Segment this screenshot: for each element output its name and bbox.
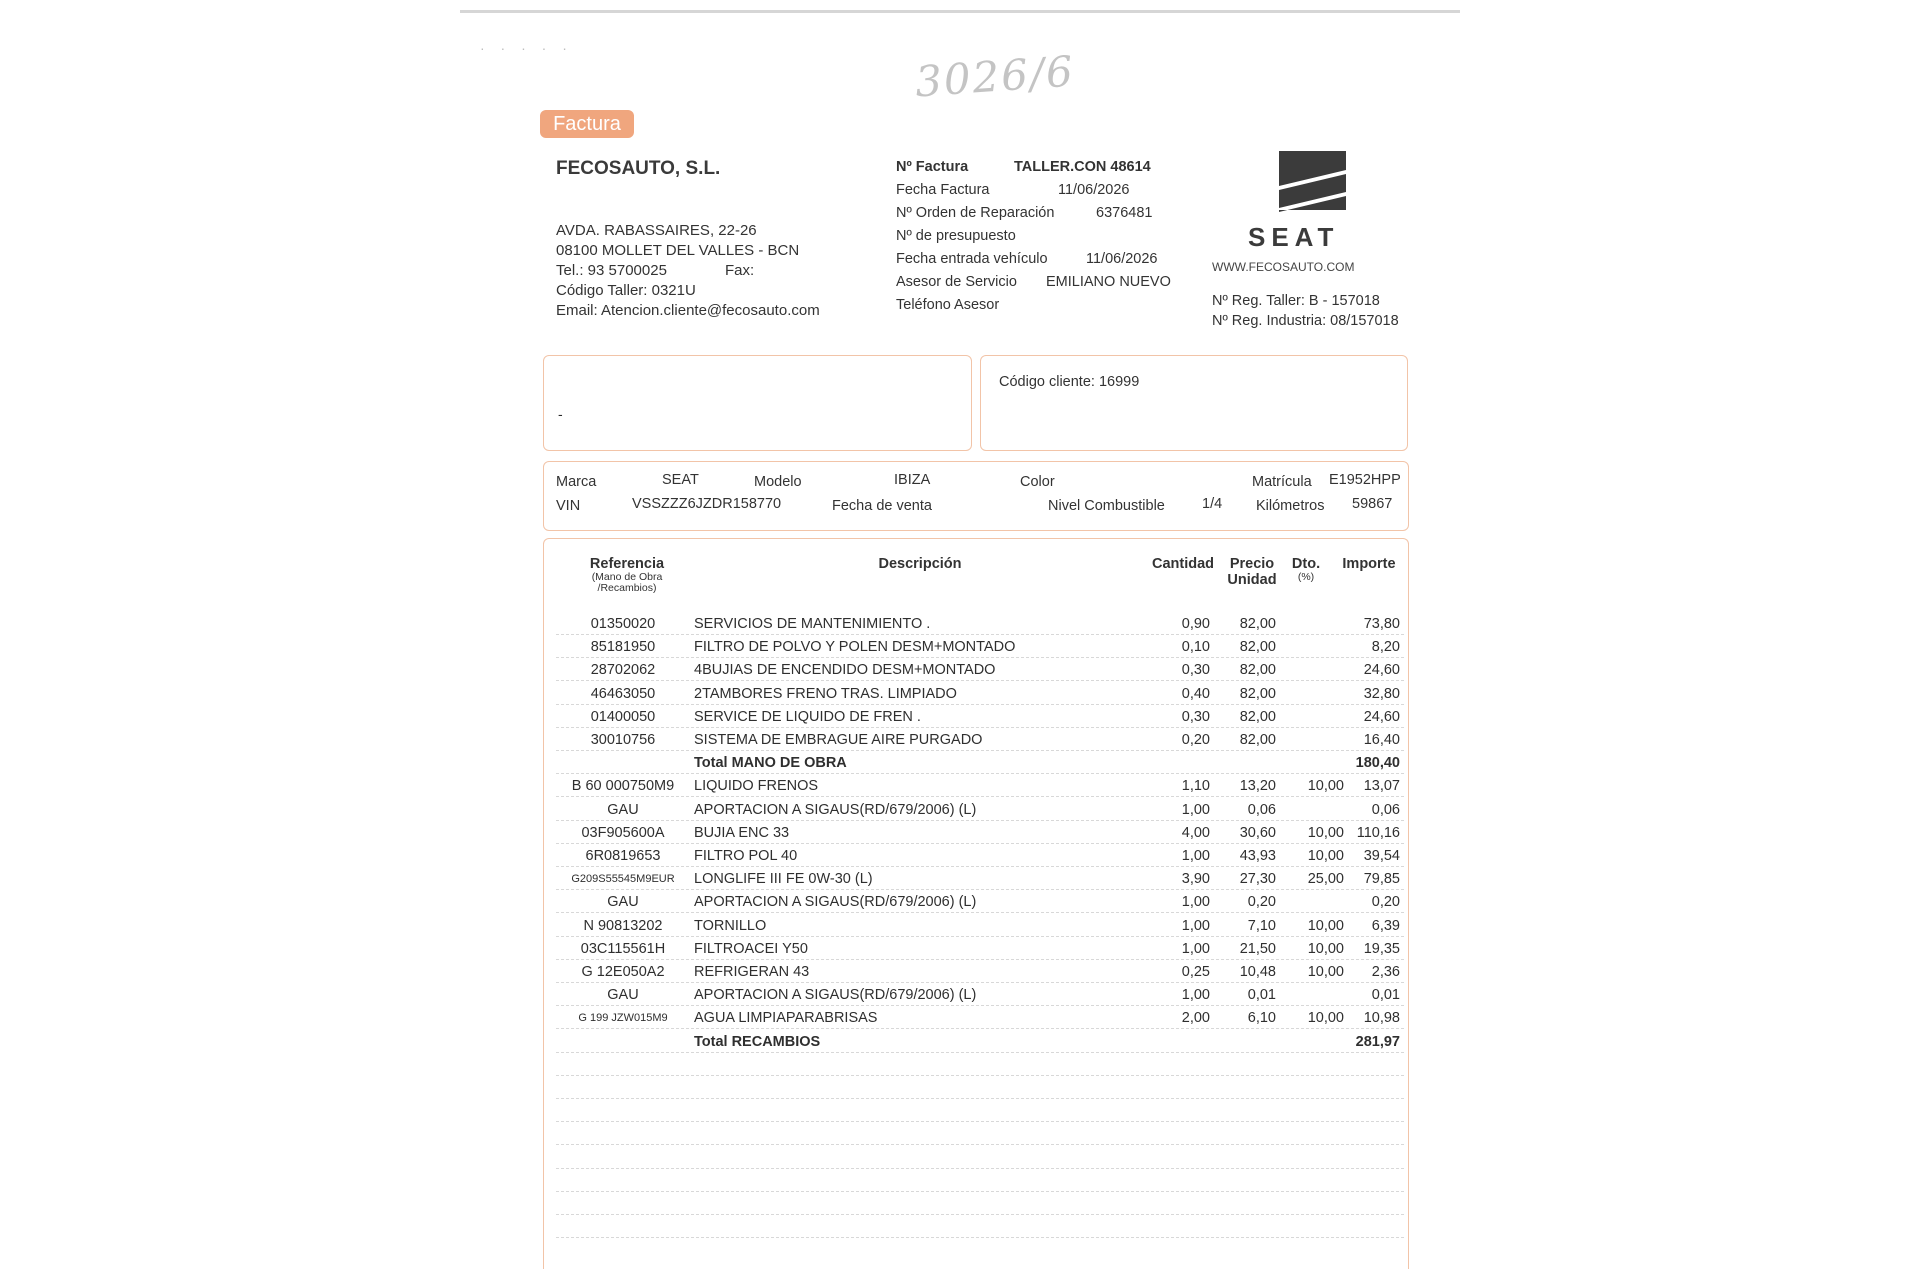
cell-discount: 10,00 — [1307, 778, 1344, 794]
cell-description: FILTRO POL 40 — [694, 848, 798, 864]
row-rule — [556, 796, 1404, 797]
invoice-info — [896, 156, 1171, 317]
row-rule — [556, 1214, 1404, 1215]
model-value: IBIZA — [894, 472, 931, 488]
cell-description: Total MANO DE OBRA — [694, 755, 847, 771]
col-header-reference-sub1: (Mano de Obra — [591, 571, 663, 583]
cell-quantity: 0,10 — [1181, 639, 1210, 655]
cell-description: Total RECAMBIOS — [694, 1034, 821, 1050]
row-rule — [556, 750, 1404, 751]
cell-amount: 79,85 — [1363, 871, 1400, 887]
row-rule — [556, 727, 1404, 728]
cell-description: AGUA LIMPIAPARABRISAS — [694, 1010, 878, 1026]
model-label: Modelo — [754, 474, 802, 490]
cell-quantity: 4,00 — [1181, 825, 1210, 841]
table-row — [0, 709, 1920, 732]
table-row — [0, 639, 1920, 662]
vin-label: VIN — [556, 498, 581, 514]
cell-unit-price: 82,00 — [1239, 662, 1276, 678]
plate-value: E1952HPP — [1329, 472, 1401, 488]
table-row — [0, 987, 1920, 1010]
cell-unit-price: 82,00 — [1239, 686, 1276, 702]
cell-unit-price: 10,48 — [1239, 964, 1276, 980]
cell-unit-price: 82,00 — [1239, 732, 1276, 748]
cell-discount: 10,00 — [1307, 848, 1344, 864]
vehicle-entry-date: 11/06/2026 — [1086, 251, 1158, 267]
cell-discount: 10,00 — [1307, 1010, 1344, 1026]
vin-value: VSSZZZ6JZDR158770 — [632, 496, 782, 512]
brand-label: Marca — [556, 474, 597, 490]
cell-description: SERVICE DE LIQUIDO DE FREN . — [694, 709, 921, 725]
repair-order-label: Nº Orden de Reparación — [896, 205, 1055, 221]
cell-description: BUJIA ENC 33 — [694, 825, 790, 841]
table-row — [0, 825, 1920, 848]
row-rule — [556, 704, 1404, 705]
client-address-box — [543, 355, 972, 451]
company-address — [556, 221, 820, 321]
cell-description: REFRIGERAN 43 — [694, 964, 810, 980]
cell-discount: 25,00 — [1307, 871, 1344, 887]
col-header-unit-price — [1222, 556, 1282, 588]
row-rule — [556, 982, 1404, 983]
advisor-phone-label: Teléfono Asesor — [896, 297, 1000, 313]
row-rule — [556, 1191, 1404, 1192]
reg-taller: Nº Reg. Taller: B - 157018 — [1212, 293, 1380, 309]
cell-amount: 24,60 — [1363, 709, 1400, 725]
cell-discount: 10,00 — [1307, 964, 1344, 980]
cell-amount: 32,80 — [1363, 686, 1400, 702]
km-value: 59867 — [1352, 496, 1393, 512]
row-rule — [556, 866, 1404, 867]
row-rule — [556, 1005, 1404, 1006]
address-line-2: 08100 MOLLET DEL VALLES - BCN — [556, 242, 800, 259]
company-phone: Tel.: 93 5700025 — [556, 262, 667, 279]
cell-amount: 16,40 — [1363, 732, 1400, 748]
company-fax: Fax: — [724, 262, 755, 279]
table-row — [0, 941, 1920, 964]
cell-description: TORNILLO — [694, 918, 767, 934]
cell-amount: 19,35 — [1363, 941, 1400, 957]
col-header-reference-sub2: /Recambios) — [597, 582, 657, 594]
cell-description: SERVICIOS DE MANTENIMIENTO . — [694, 616, 931, 632]
company-website: WWW.FECOSAUTO.COM — [1212, 260, 1355, 274]
cell-reference: 28702062 — [590, 662, 656, 678]
col-header-discount-unit: (%) — [1297, 571, 1315, 583]
cell-amount: 180,40 — [1355, 755, 1400, 771]
table-row — [0, 802, 1920, 825]
company-name: FECOSAUTO, S.L. — [556, 158, 721, 179]
document-type-label: Factura — [540, 110, 634, 138]
cell-description: APORTACION A SIGAUS(RD/679/2006) (L) — [694, 987, 977, 1003]
cell-quantity: 1,00 — [1181, 848, 1210, 864]
cell-quantity: 1,00 — [1181, 802, 1210, 818]
cell-unit-price: 30,60 — [1239, 825, 1276, 841]
cell-reference: 01350020 — [590, 616, 656, 632]
color-label: Color — [1020, 474, 1055, 490]
cell-description: 4BUJIAS DE ENCENDIDO DESM+MONTADO — [694, 662, 996, 678]
cell-quantity: 0,20 — [1181, 732, 1210, 748]
col-header-reference — [574, 556, 680, 594]
cell-unit-price: 6,10 — [1247, 1010, 1276, 1026]
table-row — [0, 871, 1920, 894]
registration-info — [1212, 291, 1399, 331]
cell-quantity: 1,00 — [1181, 894, 1210, 910]
client-placeholder: - — [558, 406, 563, 422]
cell-amount: 8,20 — [1371, 639, 1400, 655]
cell-unit-price: 21,50 — [1239, 941, 1276, 957]
row-rule — [556, 959, 1404, 960]
cell-reference: 6R0819653 — [585, 848, 661, 864]
brand-wordmark: SEAT — [1248, 222, 1340, 252]
row-rule — [556, 820, 1404, 821]
table-row — [0, 1010, 1920, 1033]
row-rule — [556, 936, 1404, 937]
table-row — [0, 686, 1920, 709]
row-rule — [556, 773, 1404, 774]
row-rule — [556, 1237, 1404, 1238]
cell-quantity: 3,90 — [1181, 871, 1210, 887]
cell-reference: 03F905600A — [581, 825, 665, 841]
cell-reference: 30010756 — [590, 732, 656, 748]
client-code: Código cliente: 16999 — [999, 374, 1140, 390]
cell-amount: 13,07 — [1363, 778, 1400, 794]
cell-amount: 39,54 — [1363, 848, 1400, 864]
cell-amount: 0,06 — [1371, 802, 1400, 818]
cell-reference: 01400050 — [590, 709, 656, 725]
cell-description: 2TAMBORES FRENO TRAS. LIMPIADO — [694, 686, 957, 702]
table-row — [0, 732, 1920, 755]
cell-unit-price: 13,20 — [1239, 778, 1276, 794]
client-code-box — [980, 355, 1408, 451]
cell-description: APORTACION A SIGAUS(RD/679/2006) (L) — [694, 894, 977, 910]
cell-reference: B 60 000750M9 — [571, 778, 675, 794]
cell-reference: G209S55545M9EUR — [571, 873, 675, 885]
col-header-discount-label: Dto. — [1291, 556, 1321, 572]
fuel-label: Nivel Combustible — [1048, 498, 1165, 514]
vehicle-info-box — [543, 461, 1409, 531]
cell-unit-price: 82,00 — [1239, 709, 1276, 725]
row-rule — [556, 1168, 1404, 1169]
cell-quantity: 0,90 — [1181, 616, 1210, 632]
col-header-reference-label: Referencia — [589, 556, 665, 572]
cell-description: LIQUIDO FRENOS — [694, 778, 819, 794]
cell-discount: 10,00 — [1307, 918, 1344, 934]
total-row — [0, 1034, 1920, 1057]
row-rule — [556, 912, 1404, 913]
cell-reference: GAU — [607, 987, 639, 1003]
table-row — [0, 894, 1920, 917]
cell-unit-price: 43,93 — [1239, 848, 1276, 864]
table-row — [0, 616, 1920, 639]
cell-unit-price: 0,01 — [1247, 987, 1276, 1003]
sale-date-label: Fecha de venta — [832, 498, 932, 514]
service-advisor: EMILIANO NUEVO — [1046, 274, 1171, 290]
table-row — [0, 964, 1920, 987]
row-rule — [556, 657, 1404, 658]
cell-amount: 73,80 — [1363, 616, 1400, 632]
cell-quantity: 0,30 — [1181, 709, 1210, 725]
cell-amount: 281,97 — [1355, 1034, 1400, 1050]
phone-fax-line — [556, 261, 820, 281]
service-advisor-label: Asesor de Servicio — [896, 274, 1017, 290]
reg-industria: Nº Reg. Industria: 08/157018 — [1212, 313, 1399, 329]
col-header-description: Descripción — [878, 556, 962, 572]
cell-unit-price: 27,30 — [1239, 871, 1276, 887]
fuel-value: 1/4 — [1202, 496, 1223, 512]
row-rule — [556, 843, 1404, 844]
row-rule — [556, 1144, 1404, 1145]
row-rule — [556, 680, 1404, 681]
cell-quantity: 2,00 — [1181, 1010, 1210, 1026]
invoice-date: 11/06/2026 — [1058, 182, 1130, 198]
row-rule — [556, 1098, 1404, 1099]
cell-unit-price: 82,00 — [1239, 616, 1276, 632]
row-rule — [556, 1075, 1404, 1076]
page-top-rule — [460, 10, 1460, 13]
cell-amount: 0,01 — [1371, 987, 1400, 1003]
cell-amount: 24,60 — [1363, 662, 1400, 678]
budget-number-label: Nº de presupuesto — [896, 228, 1016, 244]
cell-reference: 85181950 — [590, 639, 656, 655]
cell-quantity: 0,25 — [1181, 964, 1210, 980]
table-row — [0, 848, 1920, 871]
cell-amount: 110,16 — [1356, 825, 1400, 841]
cell-unit-price: 0,06 — [1247, 802, 1276, 818]
row-rule — [556, 634, 1404, 635]
cell-quantity: 1,00 — [1181, 941, 1210, 957]
cell-reference: G 12E050A2 — [581, 964, 665, 980]
brand-value: SEAT — [662, 472, 699, 488]
km-label: Kilómetros — [1256, 498, 1325, 514]
cell-description: FILTRO DE POLVO Y POLEN DESM+MONTADO — [694, 639, 1016, 655]
row-rule — [556, 889, 1404, 890]
col-header-discount — [1286, 556, 1326, 583]
cell-amount: 0,20 — [1371, 894, 1400, 910]
row-rule — [556, 1052, 1404, 1053]
cell-description: SISTEMA DE EMBRAGUE AIRE PURGADO — [694, 732, 983, 748]
cell-reference: N 90813202 — [583, 918, 663, 934]
cell-reference: G 199 JZW015M9 — [578, 1012, 668, 1024]
cell-unit-price: 0,20 — [1247, 894, 1276, 910]
company-email: Email: Atencion.cliente@fecosauto.com — [556, 302, 820, 319]
scan-specks: · · · · · — [480, 40, 573, 56]
col-header-amount: Importe — [1342, 556, 1396, 572]
table-row — [0, 662, 1920, 685]
cell-unit-price: 7,10 — [1247, 918, 1276, 934]
cell-reference: GAU — [607, 894, 639, 910]
cell-description: LONGLIFE III FE 0W-30 (L) — [694, 871, 873, 887]
cell-reference: GAU — [607, 802, 639, 818]
cell-reference: 46463050 — [590, 686, 656, 702]
invoice-number-label: Nº Factura — [896, 159, 969, 175]
invoice-date-label: Fecha Factura — [896, 182, 990, 198]
cell-quantity: 1,00 — [1181, 987, 1210, 1003]
cell-quantity: 0,30 — [1181, 662, 1210, 678]
row-rule — [556, 1121, 1404, 1122]
cell-discount: 10,00 — [1307, 825, 1344, 841]
repair-order: 6376481 — [1096, 205, 1153, 221]
col-header-unit-price-1: Precio — [1229, 556, 1275, 572]
plate-label: Matrícula — [1252, 474, 1312, 490]
table-row — [0, 778, 1920, 801]
workshop-code: Código Taller: 0321U — [556, 282, 696, 299]
cell-amount: 10,98 — [1363, 1010, 1400, 1026]
cell-description: APORTACION A SIGAUS(RD/679/2006) (L) — [694, 802, 977, 818]
cell-unit-price: 82,00 — [1239, 639, 1276, 655]
total-row — [0, 755, 1920, 778]
cell-quantity: 1,00 — [1181, 918, 1210, 934]
invoice-number: TALLER.CON 48614 — [1014, 159, 1151, 175]
cell-amount: 2,36 — [1371, 964, 1400, 980]
handwritten-note: 3026/6 — [913, 46, 1077, 107]
address-line-1: AVDA. RABASSAIRES, 22-26 — [556, 222, 757, 239]
cell-amount: 6,39 — [1371, 918, 1400, 934]
col-header-unit-price-2: Unidad — [1227, 572, 1277, 588]
col-header-quantity: Cantidad — [1151, 556, 1215, 572]
cell-description: FILTROACEI Y50 — [694, 941, 808, 957]
row-rule — [556, 1028, 1404, 1029]
vehicle-entry-label: Fecha entrada vehículo — [896, 251, 1048, 267]
cell-discount: 10,00 — [1307, 941, 1344, 957]
cell-reference: 03C115561H — [580, 941, 666, 957]
table-row — [0, 918, 1920, 941]
cell-quantity: 0,40 — [1181, 686, 1210, 702]
cell-quantity: 1,10 — [1181, 778, 1210, 794]
